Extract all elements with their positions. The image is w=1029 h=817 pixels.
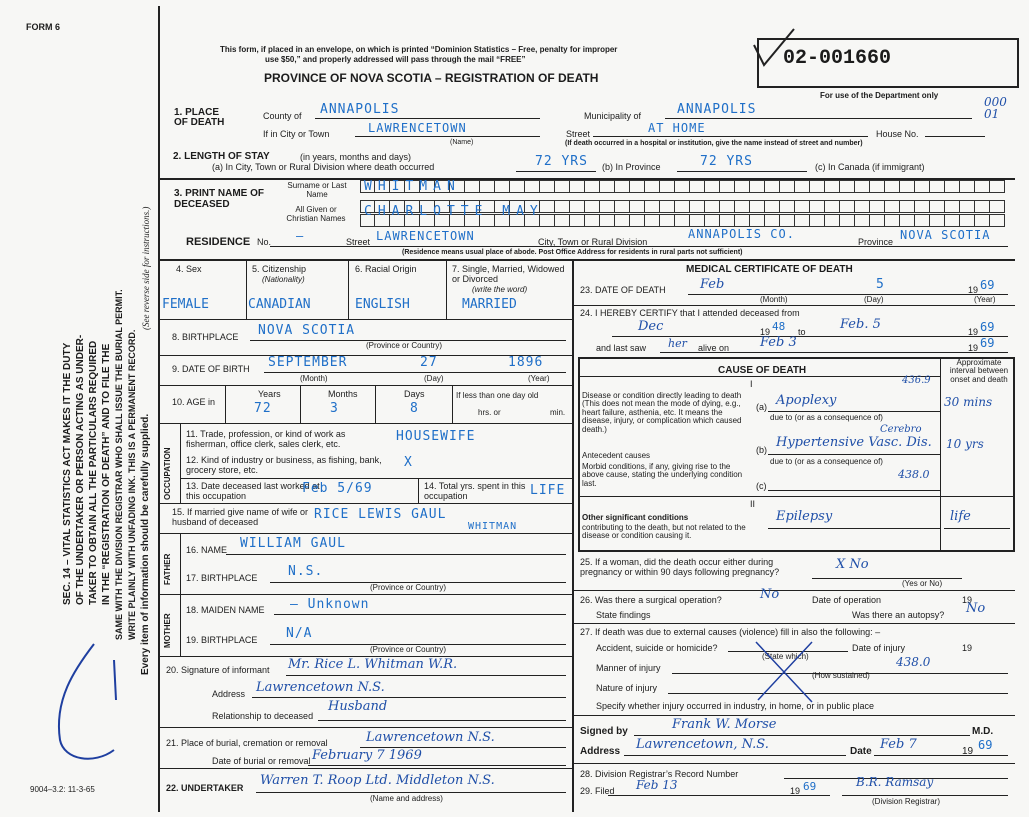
q28-label: 28. Division Registrar’s Record Number	[580, 769, 739, 779]
marital-sub: (write the word)	[472, 285, 528, 294]
racial-label: 6. Racial Origin	[355, 264, 417, 274]
birthplace-note: (Province or Country)	[366, 341, 443, 350]
hrs-label: hrs. or	[478, 408, 501, 417]
cause-b-interval: 10 yrs	[946, 437, 984, 451]
other-sub: contributing to the death, but not related to the disease or condition causing it.	[582, 523, 746, 541]
dept-codes: 000 01	[984, 95, 1007, 121]
mailing-notice-2: use $50,” and properly addressed will pass through the mail “FREE”	[265, 55, 526, 64]
spouse-value: RICE LEWIS GAUL	[314, 507, 447, 522]
surname-label: Surname or Last Name	[287, 181, 347, 199]
industry-value: X	[404, 455, 413, 470]
yesno-label: (Yes or No)	[902, 579, 943, 588]
stay-b-value: 72 YRS	[700, 154, 753, 169]
lastsaw-label: and last saw	[596, 343, 647, 353]
citizenship-label: 5. Citizenship	[252, 264, 307, 274]
res-no-label: No.	[257, 237, 272, 247]
antecedent-label: Antecedent causes	[582, 451, 651, 460]
spouse-label: 15. If married give name of wife or husband of deceased	[172, 507, 309, 527]
other-interval: life	[950, 509, 971, 524]
citizenship-sub: (Nationality)	[262, 275, 305, 284]
age-months: 3	[330, 401, 339, 416]
lt1-label: If less than one day old	[456, 391, 539, 400]
sex-value: FEMALE	[162, 297, 209, 312]
autopsy-value: No	[966, 601, 986, 616]
maiden-label: 18. MAIDEN NAME	[186, 605, 265, 615]
sig-date-yr: 69	[978, 738, 993, 752]
age-days: 8	[410, 401, 419, 416]
name-note: (Name)	[450, 139, 474, 146]
form-label: FORM 6	[26, 22, 61, 32]
address-value: Lawrencetown N.S.	[256, 680, 385, 695]
trade-value: HOUSEWIFE	[396, 429, 476, 444]
father-name-label: 16. NAME	[186, 545, 228, 555]
burial-value: Lawrencetown N.S.	[366, 730, 495, 745]
direct-label: Disease or condition directly leading to death (This does not mean the mode of dying, e.g., heart failure, asthenia, etc. It means the disease, injury, or complication which caused death.)	[582, 391, 742, 434]
certify-from: Dec	[638, 319, 664, 334]
dod-year: 69	[980, 278, 995, 292]
place-of-death-label: 1. PLACE OF DEATH	[174, 107, 225, 128]
stay-b-label: (b) In Province	[602, 162, 661, 172]
alive-yr-prefix: 19	[968, 343, 979, 353]
father-vertical: FATHER	[163, 553, 172, 585]
dob-label: 9. DATE OF BIRTH	[172, 364, 250, 374]
city-value: LAWRENCETOWN	[368, 121, 467, 135]
cause-title: CAUSE OF DEATH	[718, 365, 807, 376]
certify-label: 24. I HEREBY CERTIFY that I attended deceased from	[580, 308, 800, 318]
side-text-4: IN THE “REGISTRATION OF DEATH” AND TO FILE THE	[101, 343, 112, 605]
alive-value: Feb 3	[760, 335, 797, 350]
state-which: (State which)	[762, 652, 809, 661]
pen-mark-icon	[34, 640, 124, 770]
filed-value: Feb 13	[636, 778, 678, 792]
q29-label: 29. Filed	[580, 786, 615, 796]
side-text-6: WRITE PLAINLY WITH UNFADING INK. THIS IS A PERMANENT RECORD.	[127, 329, 137, 640]
side-text-8: (See reverse side for instructions.)	[141, 206, 151, 330]
dod-day-label: (Day)	[864, 295, 884, 304]
age-label: 10. AGE in	[172, 397, 216, 407]
dod-year-label: (Year)	[974, 295, 996, 304]
filed-yr-prefix: 19	[790, 786, 801, 796]
min-label: min.	[550, 408, 566, 417]
municipality-label: Municipality of	[584, 111, 642, 121]
cause-a: Apoplexy	[776, 393, 837, 408]
certify-to-label: to	[798, 327, 806, 337]
mother-bp-label: 19. BIRTHPLACE	[186, 635, 258, 645]
res-province-label: Province	[858, 237, 894, 247]
racial-value: ENGLISH	[355, 297, 410, 312]
alive-yr: 69	[980, 336, 995, 350]
dob-day-label: (Day)	[424, 374, 444, 383]
registration-number: 02-001660	[783, 47, 892, 70]
lastwork-label: 13. Date deceased last worked at this occupation	[186, 481, 320, 501]
form-code: 9004–3.2: 11-3-65	[30, 785, 95, 794]
registrar-signature: B.R. Ramsay	[856, 775, 934, 789]
citizenship-value: CANADIAN	[248, 297, 311, 312]
roman-two: II	[750, 499, 756, 509]
res-province-value: NOVA SCOTIA	[900, 228, 991, 242]
q25-label: 25. If a woman, did the death occur either during pregnancy or within 90 days following pregnancy?	[580, 557, 780, 577]
street-label: Street	[566, 129, 591, 139]
dob-year-label: (Year)	[528, 374, 550, 383]
total-value: LIFE	[530, 483, 566, 498]
certify-from-yr-prefix: 19	[760, 327, 771, 337]
manner-label: Manner of injury	[596, 663, 661, 673]
marital-label: 7. Single, Married, Widowed or Divorced	[452, 264, 565, 284]
stay-sub: (in years, months and days)	[300, 152, 412, 162]
injury-date-label: Date of injury	[852, 643, 906, 653]
father-bp-note: (Province or Country)	[370, 583, 447, 592]
res-no-value: —	[296, 229, 305, 243]
name-label: 3. PRINT NAME OF DECEASED	[174, 188, 265, 210]
marital-value: MARRIED	[462, 297, 517, 312]
undertaker-value: Warren T. Roop Ltd. Middleton N.S.	[260, 773, 495, 788]
father-bp-label: 17. BIRTHPLACE	[186, 573, 258, 583]
q26-label: 26. Was there a surgical operation?	[580, 595, 722, 605]
findings-label: State findings	[596, 610, 651, 620]
lastsaw-who: her	[668, 337, 687, 350]
op-yr-prefix: 19	[962, 595, 973, 605]
undertaker-note: (Name and address)	[370, 794, 443, 803]
mother-bp: N/A	[286, 626, 313, 641]
nature-label: Nature of injury	[596, 683, 658, 693]
age-years: 72	[254, 401, 272, 416]
alive-label: alive on	[698, 343, 730, 353]
res-city-value: ANNAPOLIS CO.	[688, 227, 795, 241]
certify-from-yr: 48	[772, 320, 786, 333]
mother-bp-note: (Province or Country)	[370, 645, 447, 654]
sex-label: 4. Sex	[176, 264, 202, 274]
dod-label: 23. DATE OF DEATH	[580, 285, 666, 295]
surname-value: WHITMAN	[364, 179, 461, 194]
address-label: Address	[212, 689, 246, 699]
house-label: House No.	[876, 129, 919, 139]
dod-month-label: (Month)	[760, 295, 788, 304]
check-mark-icon	[750, 25, 800, 75]
sig-address: Lawrencetown, N.S.	[636, 737, 769, 752]
relation-label: Relationship to deceased	[212, 711, 314, 721]
birthplace-label: 8. BIRTHPLACE	[172, 332, 239, 342]
occupation-vertical: OCCUPATION	[163, 447, 172, 500]
certify-to: Feb. 5	[840, 317, 881, 332]
filed-yr: 69	[803, 780, 817, 793]
given-value: CHARLOTTE MAY	[364, 204, 544, 219]
total-label: 14. Total yrs. spent in this occupation	[424, 481, 526, 501]
cross-out-mark-icon	[750, 636, 820, 708]
roman-one: I	[750, 379, 753, 389]
city-label: If in City or Town	[263, 129, 330, 139]
cause-b-label: (b)	[756, 445, 767, 455]
injury-yr-prefix: 19	[962, 643, 973, 653]
cause-b: Hypertensive Vasc. Dis.	[776, 435, 932, 450]
other-value: Epilepsy	[776, 509, 833, 524]
how-sustained: (How sustained)	[812, 671, 870, 680]
dod-month: Feb	[700, 277, 725, 292]
certify-to-yr: 69	[980, 320, 995, 334]
dod-year-prefix: 19	[968, 285, 979, 295]
informant-label: 20. Signature of informant	[166, 665, 270, 675]
antecedent-sub: Morbid conditions, if any, giving rise to the above cause, stating the underlying condition last.	[582, 462, 743, 488]
signed-value: Frank W. Morse	[672, 717, 777, 732]
dob-month-label: (Month)	[300, 374, 328, 383]
burial-date-label: Date of burial or removal	[212, 756, 311, 766]
cause-b-note: Cerebro	[880, 424, 922, 435]
undertaker-label: 22. UNDERTAKER	[166, 783, 244, 793]
op-date-label: Date of operation	[812, 595, 882, 605]
injury-code: 438.0	[896, 655, 931, 669]
side-text-3: TAKER TO OBTAIN ALL THE PARTICULARS REQUIRED	[88, 340, 99, 605]
burial-label: 21. Place of burial, cremation or removal	[166, 738, 328, 748]
due-to-a: due to (or as a consequence of)	[770, 413, 883, 422]
stay-a-label: (a) In City, Town or Rural Division where death occurred	[212, 162, 435, 172]
industry-label: 12. Kind of industry or business, as fishing, bank, grocery store, etc.	[186, 455, 382, 475]
cause-c-label: (c)	[756, 481, 767, 491]
signed-label: Signed by	[580, 726, 628, 737]
age-years-label: Years	[258, 389, 281, 399]
lastwork-value: Feb 5/69	[302, 481, 373, 496]
county-label: County of	[263, 111, 302, 121]
birthplace-value: NOVA SCOTIA	[258, 323, 356, 338]
side-text-1: SEC. 14 – VITAL STATISTICS ACT MAKES IT THE DUTY	[62, 342, 73, 605]
interval-label: Approximate interval between onset and death	[949, 358, 1009, 384]
res-city-label: City, Town or Rural Division	[538, 237, 648, 247]
dod-day: 5	[876, 277, 885, 292]
cause-a-label: (a)	[756, 402, 767, 412]
relation-value: Husband	[328, 699, 388, 714]
dob-month: SEPTEMBER	[268, 355, 348, 370]
res-street-label: Street	[346, 237, 371, 247]
dob-year: 1896	[508, 355, 544, 370]
sig-address-label: Address	[580, 746, 621, 757]
county-value: ANNAPOLIS	[320, 102, 400, 117]
q26-value: No	[760, 587, 780, 602]
res-street-value: LAWRENCETOWN	[376, 229, 475, 243]
q27-label: 27. If death was due to external causes (violence) fill in also the following: –	[580, 627, 881, 637]
given-label: All Given or Christian Names	[286, 205, 346, 223]
stay-label: 2. LENGTH OF STAY	[173, 151, 270, 162]
municipality-value: ANNAPOLIS	[677, 102, 757, 117]
spouse-value-2: WHITMAN	[468, 521, 518, 532]
trade-label: 11. Trade, profession, or kind of work as fisherman, office clerk, sales clerk, etc.	[186, 429, 346, 449]
dob-day: 27	[420, 355, 438, 370]
due-to-b: due to (or as a consequence of)	[770, 457, 883, 466]
dept-label: For use of the Department only	[820, 91, 939, 100]
accident-label: Accident, suicide or homicide?	[596, 643, 718, 653]
burial-date: February 7 1969	[312, 748, 422, 763]
residence-note: (Residence means usual place of abode. Post Office Address for residents in rural parts not sufficient)	[402, 249, 743, 256]
maiden-value: — Unknown	[290, 597, 370, 612]
hospital-note: (If death occurred in a hospital or institution, give the name instead of street and number)	[565, 140, 863, 147]
specify-label: Specify whether injury occurred in industry, in home, or in public place	[596, 701, 874, 711]
father-name: WILLIAM GAUL	[240, 536, 346, 551]
age-days-label: Days	[404, 389, 425, 399]
father-bp: N.S.	[288, 564, 324, 579]
cause-c-code: 438.0	[898, 468, 930, 481]
side-text-7: Every item of information should be carefully supplied.	[140, 413, 151, 675]
sig-date-label: Date	[850, 746, 872, 757]
registrar-label: (Division Registrar)	[872, 797, 941, 806]
stay-c-label: (c) In Canada (if immigrant)	[815, 162, 925, 172]
residence-label: RESIDENCE	[186, 236, 251, 248]
sig-date-yr-prefix: 19	[962, 746, 974, 757]
other-label: Other significant conditions	[582, 513, 689, 522]
form-title: PROVINCE OF NOVA SCOTIA – REGISTRATION OF DEATH	[264, 71, 599, 85]
mother-vertical: MOTHER	[163, 613, 172, 648]
md-label: M.D.	[972, 726, 994, 737]
side-text-2: OF THE UNDERTAKER OR PERSON ACTING AS UNDER-	[75, 334, 86, 605]
medical-title: MEDICAL CERTIFICATE OF DEATH	[686, 264, 853, 275]
informant-value: Mr. Rice L. Whitman W.R.	[288, 657, 458, 672]
sig-date: Feb 7	[880, 737, 917, 752]
age-months-label: Months	[328, 389, 358, 399]
stay-a-value: 72 YRS	[535, 154, 588, 169]
cause-a-interval: 30 mins	[944, 395, 993, 409]
certify-to-yr-prefix: 19	[968, 327, 979, 337]
mailing-notice: This form, if placed in an envelope, on which is printed “Dominion Statistics – Free, penalty for improper	[220, 45, 618, 54]
side-text-5: SAME WITH THE DIVISION REGISTRAR WHO SHALL ISSUE THE BURIAL PERMIT.	[114, 289, 124, 640]
street-value: AT HOME	[648, 121, 706, 135]
q25-value: X No	[836, 557, 869, 572]
autopsy-label: Was there an autopsy?	[852, 610, 945, 620]
cause-a-code: 436.9	[902, 375, 931, 386]
